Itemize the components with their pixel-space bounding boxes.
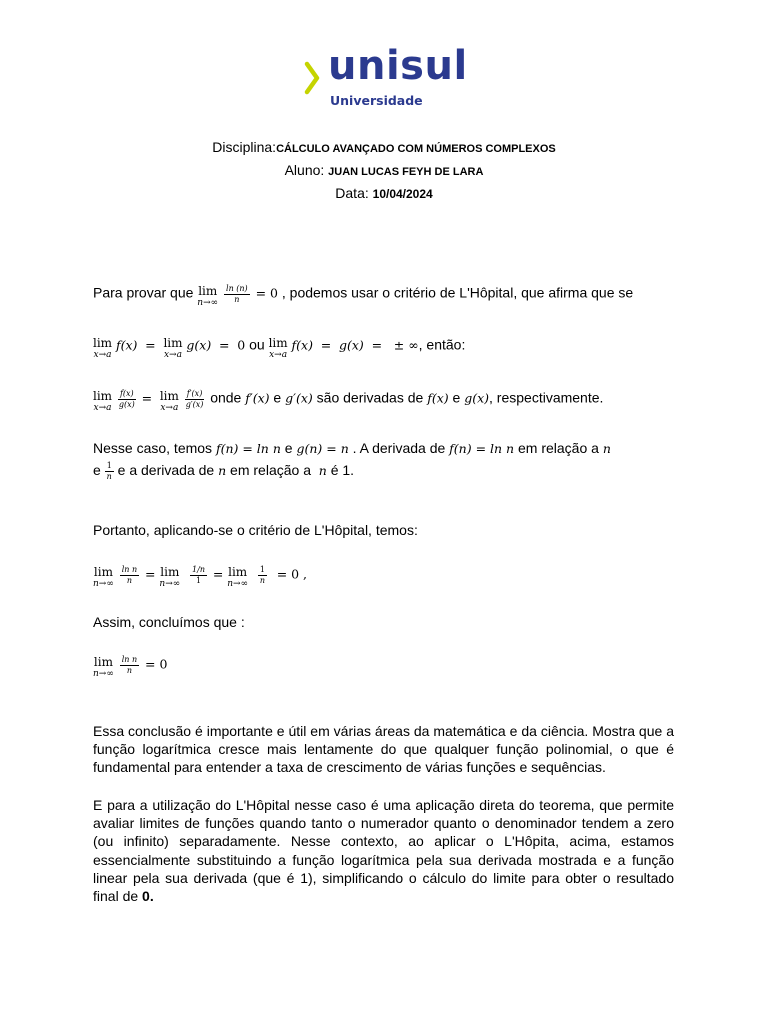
limit: lim n→∞ <box>93 655 114 679</box>
math: = <box>212 566 224 582</box>
math: g(x) <box>186 337 212 353</box>
text: E para a utilização do L'Hôpital nesse caso é uma aplicação direta do teorema, que permite avaliar limites de funções quando tanto o numerador quanto o denominador tendem a zero (ou infinito) separadamente. Nesse contexto, ao aplicar o L'Hôpita, acima, estamos essencialmente substituindo a função logarítmica pela sua derivada mostrada e a função linear pela sua derivada (que é 1), simplificando o cálculo do limite para obter o resultado final de <box>93 797 674 905</box>
body-line-3 <box>93 387 603 411</box>
text: ou <box>249 336 265 353</box>
math: = <box>145 566 156 582</box>
text: onde <box>210 389 242 406</box>
limit: lim x→a <box>93 336 113 360</box>
math: f(x) <box>115 337 138 353</box>
fraction: $\frac{f(x)}{g(x)}$ <box>118 388 135 409</box>
fraction: $\frac{\text{ln n}}{n}$ <box>121 564 138 585</box>
math: g′(x) <box>285 390 313 406</box>
fraction: $\frac{1}{n}$ <box>106 461 112 481</box>
math: g(x) <box>339 337 364 353</box>
body-line-8 <box>93 613 245 631</box>
text: . A derivada de <box>352 440 446 456</box>
math: f(x) <box>291 337 313 353</box>
text: , respectivamente. <box>489 389 604 406</box>
text: são derivadas de <box>316 389 424 406</box>
body-line-6 <box>93 521 418 539</box>
text: , podemos usar o critério de L'Hôpital, que afirma que se <box>281 284 634 301</box>
fraction: $\frac{f'(x)}{g'(x)}$ <box>185 388 204 409</box>
math: ± ∞ <box>393 337 419 353</box>
date-value: 10/04/2024 <box>372 187 433 201</box>
discipline-value: CÁLCULO AVANÇADO COM NÚMEROS COMPLEXOS <box>276 143 556 155</box>
discipline-line <box>0 138 768 158</box>
chevron-icon <box>304 58 328 98</box>
text: em relação a <box>518 440 599 456</box>
text: e <box>284 440 293 456</box>
math: = <box>141 390 153 406</box>
logo-brand: unisul <box>328 43 468 89</box>
math: = 0 <box>145 656 168 672</box>
text: , então: <box>418 336 466 353</box>
limit: lim x→a <box>163 336 183 360</box>
discipline-label: Disciplina: <box>212 139 277 155</box>
bold-result: 0. <box>142 888 154 905</box>
math: = <box>145 337 156 353</box>
limit: lim n→∞ <box>93 565 114 589</box>
math: g(n) = n <box>296 441 349 456</box>
body-line-4 <box>93 439 611 458</box>
math: f(n) = ln n <box>215 441 281 456</box>
text: é 1. <box>330 462 355 479</box>
math: = 0 <box>255 285 278 301</box>
student-value: JUAN LUCAS FEYH DE LARA <box>328 166 484 178</box>
text: Para provar que <box>93 284 194 301</box>
paragraph-conclusion: Essa conclusão é importante e útil em várias áreas da matemática e da ciência. Mostra que a função logarítmica cresce mais lentamente do que qualquer função polinomial, o que é fundamental para entender a taxa de crescimento de várias funções e sequências. <box>93 723 674 776</box>
date-line <box>0 184 768 203</box>
math: n <box>218 463 227 479</box>
text: e a derivada de <box>117 462 215 479</box>
logo-subtitle: Universidade <box>330 93 423 108</box>
text: e <box>273 389 282 406</box>
student-label: Aluno: <box>284 162 325 178</box>
text: Nesse caso, temos <box>93 440 213 456</box>
paragraph-lhopital <box>93 796 674 905</box>
fraction: $\frac{1/n}{1}$ <box>192 564 205 585</box>
fraction: $\frac{\ln (n)}{n}$ <box>226 283 248 304</box>
math: n <box>318 463 327 479</box>
body-line-1 <box>93 282 633 306</box>
body-line-2 <box>93 334 465 358</box>
math: = 0 <box>276 566 300 582</box>
unisul-logo <box>300 43 480 112</box>
text: e <box>93 462 101 479</box>
math: , <box>303 566 308 582</box>
math: f(x) <box>427 390 449 406</box>
text: e <box>452 389 461 406</box>
student-line <box>0 161 768 181</box>
limit-chain <box>93 563 307 587</box>
text: em relação a <box>230 462 311 479</box>
limit: lim n→∞ <box>227 565 249 589</box>
limit: lim x→a <box>159 389 179 413</box>
date-label: Data: <box>335 185 369 201</box>
limit-result <box>93 653 167 677</box>
math: g(x) <box>464 390 490 406</box>
math: = <box>218 337 230 353</box>
limit: lim n→∞ <box>197 284 219 308</box>
text: Portanto, aplicando-se o critério de L'Hôpital, temos: <box>93 522 418 538</box>
text: Assim, concluímos que : <box>93 614 245 630</box>
fraction: $\frac{1}{n}$ <box>259 564 265 585</box>
math: = <box>371 337 383 353</box>
limit: lim x→a <box>268 336 288 360</box>
math: = <box>320 337 332 353</box>
math: n <box>602 441 611 456</box>
math: f′(x) <box>245 390 270 406</box>
limit: lim x→a <box>93 389 113 413</box>
math: f(n) = ln n <box>449 441 515 456</box>
math: 0 <box>237 337 246 353</box>
body-line-5 <box>93 461 354 482</box>
limit: lim n→∞ <box>159 565 181 589</box>
fraction: $\frac{\text{ln n}}{n}$ <box>121 654 138 675</box>
